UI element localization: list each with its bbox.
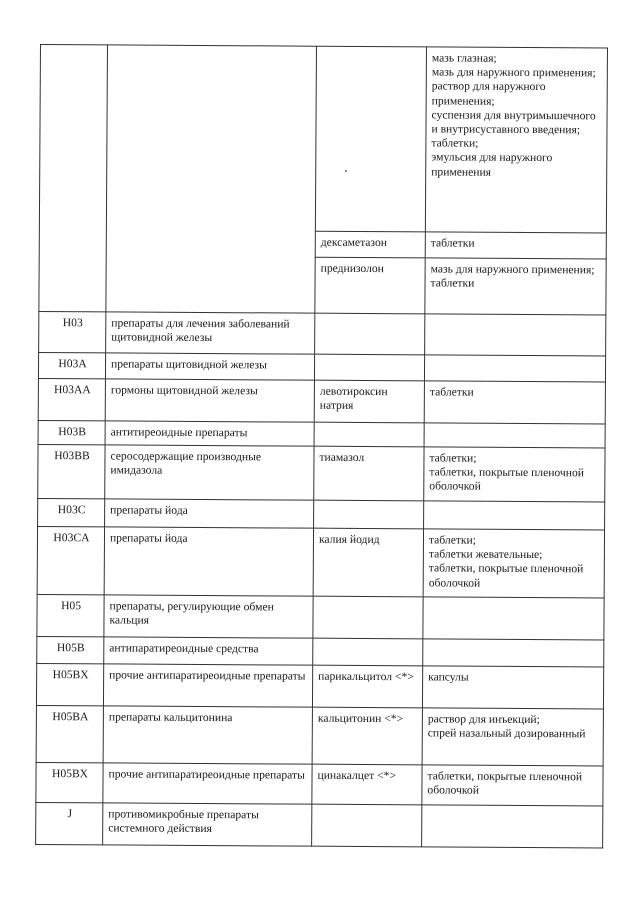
name-cell <box>313 638 423 666</box>
group-cell: антитиреоидные препараты <box>105 421 314 446</box>
table-row <box>38 378 605 423</box>
forms-cell <box>424 423 605 448</box>
forms-cell: таблетки, покрытые пленочной оболочкой <box>422 765 603 806</box>
code-cell: H05BX <box>36 762 103 802</box>
forms-cell: таблетки <box>424 381 605 424</box>
forms-cell: таблетки <box>425 232 606 259</box>
name-cell: левотироксин натрия <box>314 380 424 423</box>
group-cell: препараты йода <box>105 499 314 528</box>
forms-cell <box>422 805 603 848</box>
table-row <box>39 311 606 355</box>
code-cell: H05BX <box>36 663 103 705</box>
table-row <box>37 636 604 666</box>
group-cell: препараты щитовидной железы <box>105 353 314 380</box>
forms-cell <box>424 355 605 382</box>
group-cell: прочие антипаратиреоидные препараты <box>103 664 312 707</box>
table-row <box>38 420 605 447</box>
name-cell: калия йодид <box>313 528 423 597</box>
forms-cell: таблетки; таблетки жевательные; таблетки, покрытые пленочной оболочкой <box>423 529 604 598</box>
group-cell: противомикробные препараты системного действия <box>103 803 312 846</box>
group-cell <box>106 45 317 313</box>
forms-cell: мазь глазная; мазь для наружного применения; раствор для наружного применения; суспензия для внутримышечного и внутрисуставного введения; таблетки; эмульсия для наружного применения <box>425 47 607 233</box>
code-cell: H03 <box>39 311 106 352</box>
code-cell: H03AA <box>38 378 105 420</box>
table-row <box>37 594 604 639</box>
name-cell: тиамазол <box>314 446 424 501</box>
group-cell: серосодержащие производные имидазола <box>105 445 314 500</box>
forms-cell <box>423 597 604 640</box>
forms-cell: капсулы <box>422 666 603 709</box>
name-cell <box>313 596 423 639</box>
code-cell: H05BA <box>36 705 103 762</box>
group-cell: антипаратиреоидные средства <box>104 637 313 665</box>
forms-cell <box>423 639 604 667</box>
forms-cell: таблетки; таблетки, покрытые пленочной оболочкой <box>424 447 605 502</box>
code-cell: H05B <box>37 636 104 663</box>
forms-cell <box>425 314 606 356</box>
table-row <box>37 526 604 597</box>
name-cell <box>314 500 424 529</box>
forms-cell <box>424 501 605 530</box>
name-cell <box>314 422 424 447</box>
name-cell: кальцитонин <*> <box>312 707 422 765</box>
drug-table <box>35 44 608 848</box>
code-cell: H03CA <box>37 526 104 594</box>
name-cell <box>314 354 424 381</box>
code-cell: H05 <box>37 594 104 636</box>
name-cell <box>312 804 422 847</box>
table-row <box>39 45 607 233</box>
group-cell: гормоны щитовидной железы <box>105 379 314 422</box>
scan-speck <box>345 170 347 172</box>
name-cell <box>315 46 426 232</box>
group-cell: препараты кальцитонина <box>103 706 312 764</box>
name-cell: дексаметазон <box>315 231 425 258</box>
table-row <box>36 705 603 765</box>
table-row <box>38 352 605 381</box>
name-cell <box>315 313 425 355</box>
group-cell: препараты, регулирующие обмен кальция <box>104 595 313 638</box>
group-cell: препараты йода <box>104 527 313 596</box>
table-row <box>36 663 603 708</box>
code-cell: H03BB <box>38 444 105 498</box>
name-cell: преднизолон <box>315 257 425 314</box>
group-cell: препараты для лечения заболеваний щитовидной железы <box>106 312 315 354</box>
name-cell: парикальцитол <*> <box>312 665 422 708</box>
code-cell <box>39 45 108 312</box>
group-cell: прочие антипаратиреоидные препараты <box>103 763 312 804</box>
forms-cell: мазь для наружного применения; таблетки <box>425 258 606 315</box>
table-row <box>38 498 605 529</box>
table-row <box>38 444 605 501</box>
name-cell: цинакалцет <*> <box>312 764 422 805</box>
code-cell: H03B <box>38 420 105 444</box>
table-row <box>36 802 603 847</box>
code-cell: H03A <box>38 352 105 378</box>
code-cell: H03C <box>38 498 105 526</box>
table-row <box>36 762 603 805</box>
forms-cell: раствор для инъекций; спрей назальный дозированный <box>422 708 603 766</box>
code-cell: J <box>36 802 103 844</box>
